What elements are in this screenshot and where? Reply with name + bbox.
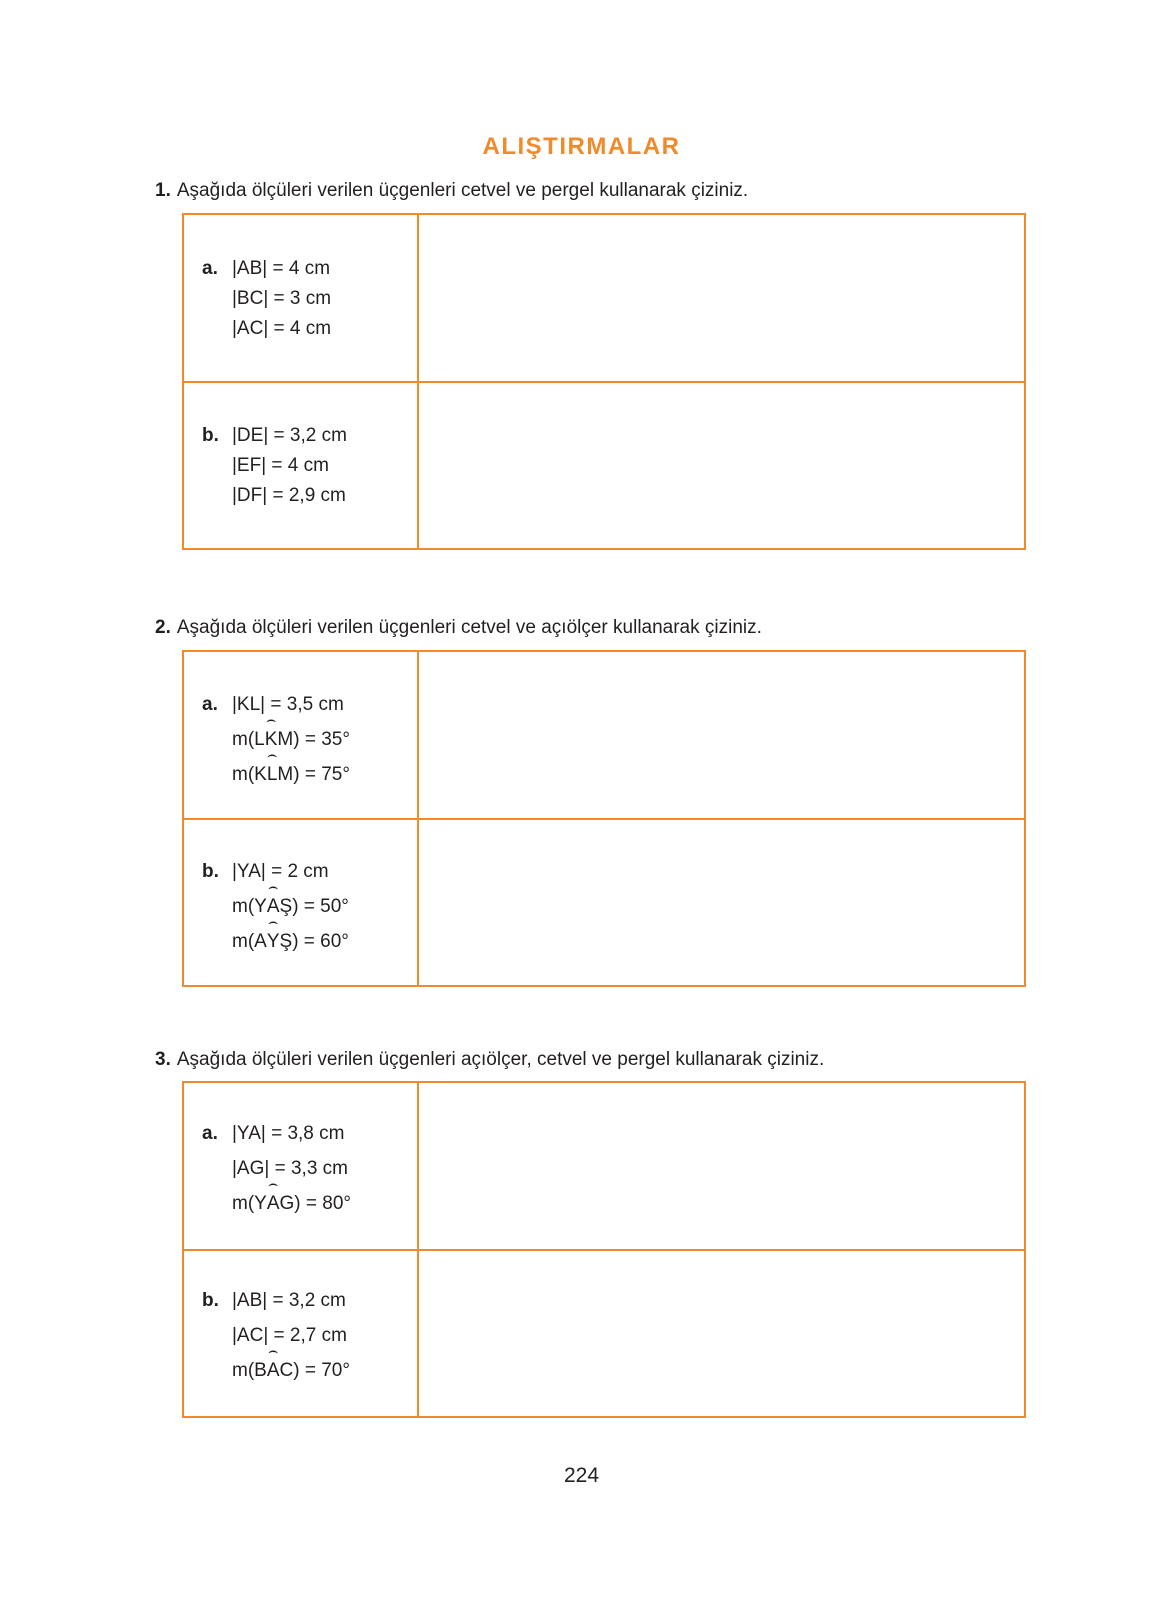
given-measure: |AG| = 3,3 cm [232,1158,348,1179]
given-measure: |BC| = 3 cm [232,288,332,309]
question-number: 2. [155,617,171,638]
given-measure: |KL| = 3,5 cm [232,694,344,715]
angle-vertex: Y ⌢ [266,914,280,952]
question-2 [155,617,762,639]
given-angle: m(BA ⌢ C) = 70° [232,1356,350,1391]
item-label: b. [202,425,219,446]
row-divider [184,381,1024,383]
given-measure: |AC| = 2,7 cm [232,1325,347,1346]
item-label: a. [202,694,218,715]
row-divider [184,1249,1024,1251]
angle-hat-icon: ⌢ [265,712,277,729]
question-text: Aşağıda ölçüleri verilen üçgenleri cetvel ve pergel kullanarak çiziniz. [176,180,749,201]
given-angle: m(YA ⌢ G) = 80° [232,1189,351,1224]
item-label: a. [202,258,218,279]
given-angle: m(KL ⌢ M) = 75° [232,760,350,795]
given-angle: m(AY ⌢ Ş) = 60° [232,927,349,962]
angle-hat-icon: ⌢ [266,747,278,764]
given-angle: m(YA ⌢ Ş) = 50° [232,892,349,927]
question-text: Aşağıda ölçüleri verilen üçgenleri cetvel ve açıölçer kullanarak çiziniz. [176,617,762,638]
given-angle: m(LK ⌢ M) = 35° [232,725,350,760]
given-measure: |YA| = 3,8 cm [232,1123,345,1144]
question-number: 1. [155,180,171,201]
given-measure: |AB| = 3,2 cm [232,1290,346,1311]
angle-vertex: L ⌢ [266,747,278,785]
given-measure: |AC| = 4 cm [232,318,332,339]
item-label: a. [202,1123,218,1144]
given-measure: |EF| = 4 cm [232,455,329,476]
question-1 [155,180,748,202]
row-divider [184,818,1024,820]
question-text: Aşağıda ölçüleri verilen üçgenleri açıölçer, cetvel ve pergel kullanarak çiziniz. [176,1049,825,1070]
page-number: 224 [563,1464,600,1487]
given-measure: |YA| = 2 cm [232,861,329,882]
angle-hat-icon: ⌢ [267,1343,279,1360]
angle-hat-icon: ⌢ [267,879,279,896]
page-title: ALIŞTIRMALAR [482,133,681,160]
angle-hat-icon: ⌢ [267,1176,279,1193]
item-label: b. [202,1290,219,1311]
given-measure: |DE| = 3,2 cm [232,425,347,446]
angle-vertex: A ⌢ [266,1176,280,1214]
angle-vertex: K ⌢ [264,712,278,750]
item-label: b. [202,861,219,882]
exercise-table-1 [182,213,1026,550]
exercise-table-2 [182,650,1026,987]
exercise-table-3 [182,1081,1026,1418]
given-measure: |DF| = 2,9 cm [232,485,346,506]
question-3 [155,1049,824,1071]
given-measure: |AB| = 4 cm [232,258,331,279]
angle-vertex: A ⌢ [266,879,280,917]
angle-hat-icon: ⌢ [267,914,279,931]
angle-vertex: A ⌢ [266,1343,280,1381]
question-number: 3. [155,1049,171,1070]
